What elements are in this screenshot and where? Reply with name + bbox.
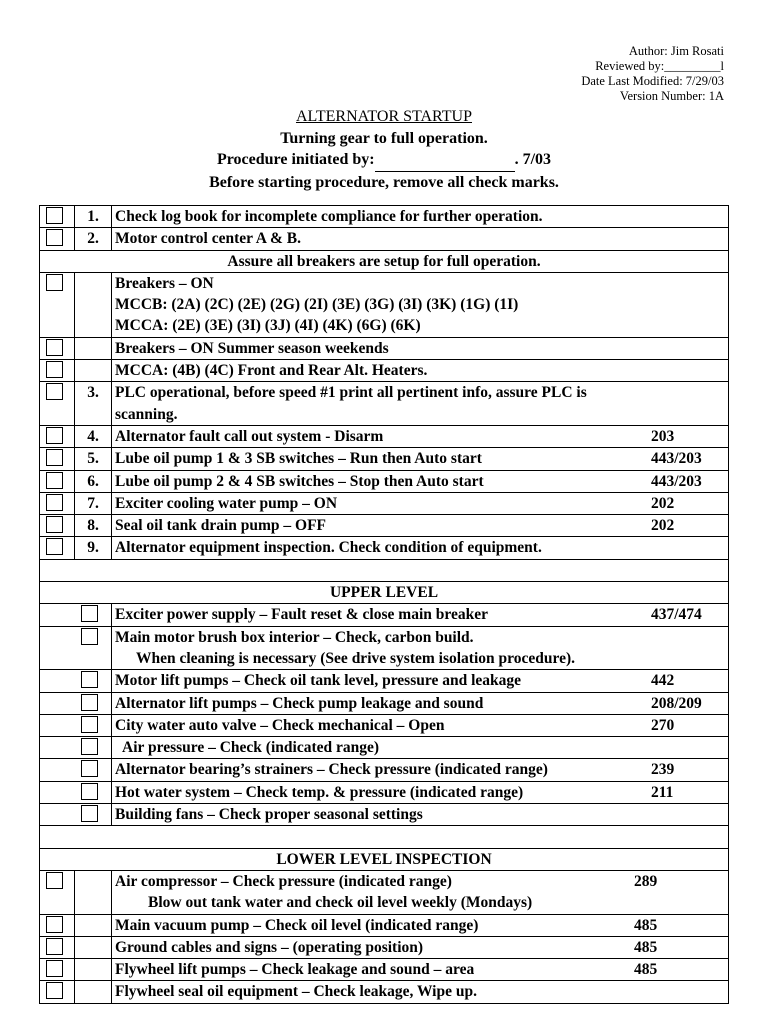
checklist-row bbox=[40, 914, 729, 936]
checklist-row bbox=[40, 448, 729, 470]
checklist-row bbox=[40, 870, 729, 914]
step-5-checkbox[interactable] bbox=[46, 449, 63, 466]
item-ref: 211 bbox=[651, 783, 674, 801]
step-ref: 202 bbox=[651, 517, 675, 535]
item-text: Flywheel seal oil equipment – Check leakage, Wipe up. bbox=[115, 983, 477, 1001]
item-ref: 485 bbox=[634, 961, 658, 979]
step-text: Alternator equipment inspection. Check condition of equipment. bbox=[115, 539, 542, 557]
upper-level-heading: UPPER LEVEL bbox=[329, 584, 439, 602]
step-number: 8. bbox=[87, 517, 99, 535]
checklist-row bbox=[40, 337, 729, 359]
item-ref: 270 bbox=[651, 716, 675, 734]
step-3-checkbox[interactable] bbox=[46, 383, 63, 400]
reviewed-by-line: Reviewed by:_________l bbox=[595, 59, 724, 73]
checklist-row bbox=[40, 537, 729, 559]
checklist-row bbox=[40, 692, 729, 714]
checklist-row bbox=[40, 515, 729, 537]
item-ref: 208/209 bbox=[651, 694, 702, 712]
section-header-row bbox=[40, 582, 729, 604]
step-2-checkbox[interactable] bbox=[46, 229, 63, 246]
brush-box-checkbox[interactable] bbox=[81, 628, 98, 645]
item-text: Flywheel lift pumps – Check leakage and sound – area bbox=[115, 961, 475, 979]
step-text: Motor control center A & B. bbox=[115, 230, 301, 248]
step-text: Lube oil pump 1 & 3 SB switches – Run then Auto start bbox=[115, 450, 482, 468]
document-meta bbox=[581, 44, 724, 104]
step-text: Seal oil tank drain pump – OFF bbox=[115, 517, 327, 535]
blank-row bbox=[40, 826, 729, 848]
document-title: ALTERNATOR STARTUP bbox=[295, 108, 472, 125]
initiated-by-label: Procedure initiated by: bbox=[216, 151, 375, 168]
breakers-on-checkbox[interactable] bbox=[46, 274, 63, 291]
step-7-checkbox[interactable] bbox=[46, 494, 63, 511]
step-ref: 202 bbox=[651, 494, 675, 512]
item-text-continued: Blow out tank water and check oil level weekly (Mondays) bbox=[148, 894, 533, 912]
item-text: Motor lift pumps – Check oil tank level, pressure and leakage bbox=[115, 672, 522, 690]
checklist-row bbox=[40, 425, 729, 447]
step-number: 1. bbox=[87, 208, 99, 225]
building-fans-checkbox[interactable] bbox=[81, 805, 98, 822]
initiated-date: . 7/03 bbox=[514, 151, 552, 168]
lower-level-heading: LOWER LEVEL INSPECTION bbox=[276, 850, 492, 868]
checklist-row bbox=[40, 981, 729, 1003]
mcca-list-text: MCCA: (2E) (3E) (3I) (3J) (4I) (4K) (6G) (6K) bbox=[115, 317, 421, 335]
author-line: Author: Jim Rosati bbox=[628, 44, 724, 58]
checklist-row bbox=[40, 959, 729, 981]
step-number: 9. bbox=[87, 539, 99, 557]
step-ref: 203 bbox=[651, 427, 675, 445]
item-ref: 239 bbox=[651, 761, 675, 779]
step-8-checkbox[interactable] bbox=[46, 516, 63, 533]
item-ref: 485 bbox=[634, 938, 658, 956]
breakers-on-text: Breakers – ON bbox=[115, 274, 214, 292]
item-text-continued: When cleaning is necessary (See drive system isolation procedure). bbox=[136, 649, 575, 667]
title-block bbox=[0, 106, 768, 193]
document-subtitle: Turning gear to full operation. bbox=[280, 129, 488, 147]
checklist-row bbox=[40, 670, 729, 692]
step-text: PLC operational, before speed #1 print all pertinent info, assure PLC is bbox=[115, 384, 587, 402]
step-number: 4. bbox=[87, 427, 99, 445]
step-text: Check log book for incomplete compliance for further operation. bbox=[115, 208, 543, 225]
air-compressor-checkbox[interactable] bbox=[46, 872, 63, 889]
mcca-heaters-text: MCCA: (4B) (4C) Front and Rear Alt. Heaters. bbox=[115, 362, 428, 380]
instructions-line: Before starting procedure, remove all check marks. bbox=[209, 173, 559, 191]
item-ref: 289 bbox=[634, 872, 658, 890]
hot-water-checkbox[interactable] bbox=[81, 783, 98, 800]
item-text: Hot water system – Check temp. & pressure (indicated range) bbox=[115, 783, 524, 801]
step-text: Lube oil pump 2 & 4 SB switches – Stop then Auto start bbox=[115, 472, 484, 490]
item-text: Building fans – Check proper seasonal settings bbox=[115, 806, 423, 824]
step-text-continued: scanning. bbox=[115, 405, 178, 423]
procedure-initiated-line bbox=[0, 149, 768, 172]
exciter-power-checkbox[interactable] bbox=[81, 605, 98, 622]
item-text: City water auto valve – Check mechanical – Open bbox=[115, 716, 445, 734]
city-water-checkbox[interactable] bbox=[81, 716, 98, 733]
step-9-checkbox[interactable] bbox=[46, 538, 63, 555]
item-text: Main vacuum pump – Check oil level (indicated range) bbox=[115, 916, 479, 934]
section-header-row bbox=[40, 848, 729, 870]
item-ref: 437/474 bbox=[651, 606, 702, 624]
checklist-row bbox=[40, 759, 729, 781]
item-ref: 442 bbox=[651, 672, 675, 690]
checklist-row bbox=[40, 206, 729, 228]
alternator-lift-checkbox[interactable] bbox=[81, 694, 98, 711]
blank-row bbox=[40, 559, 729, 581]
step-number: 7. bbox=[87, 494, 99, 512]
step-number: 6. bbox=[87, 472, 99, 490]
mcca-heaters-checkbox[interactable] bbox=[46, 361, 63, 378]
checklist-row bbox=[40, 470, 729, 492]
initiated-by-blank[interactable] bbox=[375, 149, 515, 172]
ground-cables-checkbox[interactable] bbox=[46, 938, 63, 955]
step-6-checkbox[interactable] bbox=[46, 472, 63, 489]
strainers-checkbox[interactable] bbox=[81, 760, 98, 777]
flywheel-seal-checkbox[interactable] bbox=[46, 982, 63, 999]
checklist-row bbox=[40, 382, 729, 426]
air-pressure-checkbox[interactable] bbox=[81, 738, 98, 755]
step-4-checkbox[interactable] bbox=[46, 427, 63, 444]
breakers-summer-text: Breakers – ON Summer season weekends bbox=[115, 339, 389, 357]
checklist-row bbox=[40, 781, 729, 803]
item-text: Exciter power supply – Fault reset & close main breaker bbox=[115, 606, 488, 624]
mccb-list-text: MCCB: (2A) (2C) (2E) (2G) (2I) (3E) (3G) (3I) (3K) (1G) (1I) bbox=[115, 296, 519, 314]
assure-breakers-note: Assure all breakers are setup for full operation. bbox=[227, 252, 541, 270]
item-text: Air compressor – Check pressure (indicated range) bbox=[115, 872, 452, 890]
item-text: Main motor brush box interior – Check, carbon build. bbox=[115, 628, 474, 646]
checklist-row bbox=[40, 804, 729, 826]
step-ref: 443/203 bbox=[651, 450, 702, 468]
checklist-row bbox=[40, 737, 729, 759]
item-text: Alternator lift pumps – Check pump leakage and sound bbox=[115, 694, 484, 712]
breakers-summer-checkbox[interactable] bbox=[46, 339, 63, 356]
checklist-row bbox=[40, 250, 729, 272]
step-text: Exciter cooling water pump – ON bbox=[115, 494, 338, 512]
checklist-row bbox=[40, 492, 729, 514]
motor-lift-checkbox[interactable] bbox=[81, 671, 98, 688]
checklist-row bbox=[40, 228, 729, 250]
checklist-row bbox=[40, 626, 729, 670]
item-text: Alternator bearing’s strainers – Check pressure (indicated range) bbox=[115, 761, 548, 779]
item-text: Air pressure – Check (indicated range) bbox=[122, 739, 380, 757]
date-modified-line: Date Last Modified: 7/29/03 bbox=[581, 74, 724, 88]
step-ref: 443/203 bbox=[651, 472, 702, 490]
item-ref: 485 bbox=[634, 916, 658, 934]
item-text: Ground cables and signs – (operating position) bbox=[115, 938, 424, 956]
checklist-row bbox=[40, 360, 729, 382]
step-number: 2. bbox=[87, 230, 99, 248]
procedure-checklist bbox=[39, 205, 729, 1004]
step-number: 5. bbox=[87, 450, 99, 468]
step-text: Alternator fault call out system - Disarm bbox=[115, 427, 384, 445]
flywheel-lift-checkbox[interactable] bbox=[46, 960, 63, 977]
version-line: Version Number: 1A bbox=[619, 89, 724, 103]
step-number: 3. bbox=[87, 384, 99, 402]
checklist-row bbox=[40, 272, 729, 337]
step-1-checkbox[interactable] bbox=[46, 207, 63, 224]
checklist-row bbox=[40, 936, 729, 958]
vacuum-pump-checkbox[interactable] bbox=[46, 916, 63, 933]
checklist-row bbox=[40, 714, 729, 736]
checklist-row bbox=[40, 604, 729, 626]
